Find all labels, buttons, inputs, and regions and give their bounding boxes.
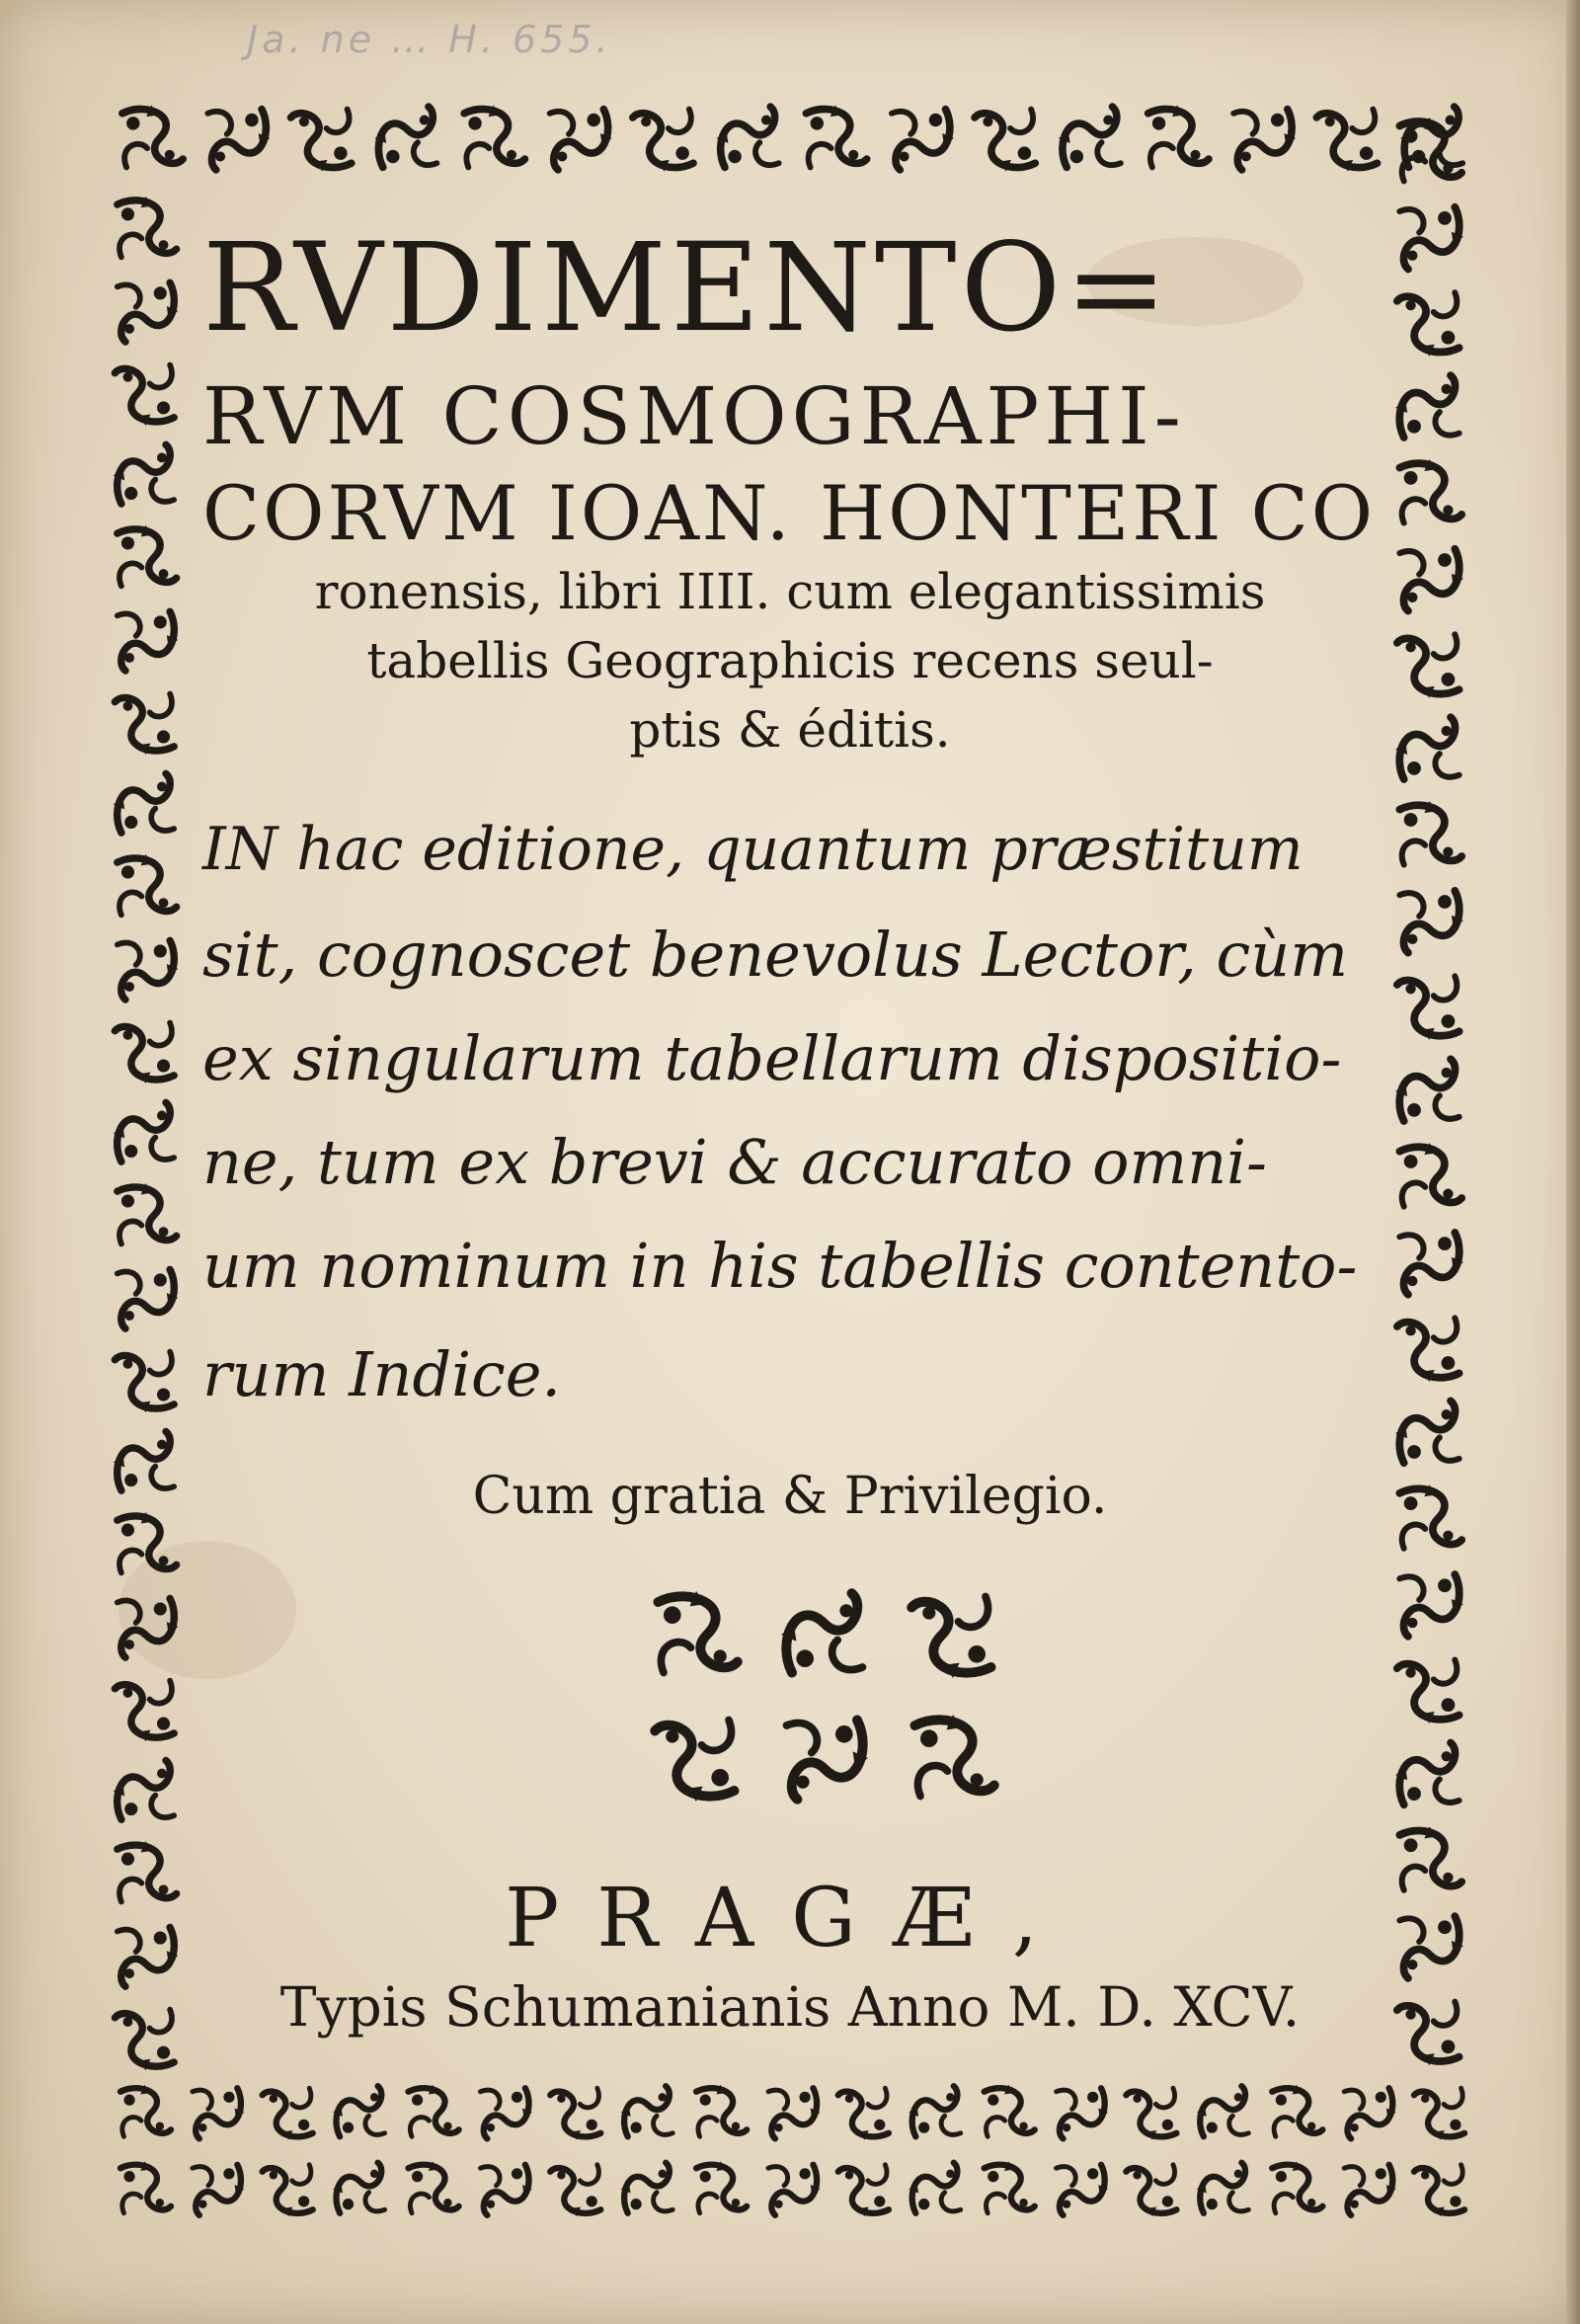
title-line-2: RVM COSMOGRAPHI- — [202, 370, 1186, 462]
ornament-border-bottom — [109, 2074, 1476, 2227]
title-line-3: CORVM IOAN. HONTERI CO — [202, 469, 1377, 557]
imprint-printer-year: Typis Schumanianis Anno M. D. XCV. — [279, 1975, 1301, 2039]
handwritten-shelfmark: Ja. ne … H. 655. — [247, 18, 612, 61]
printer-ornament-icon — [632, 1575, 1017, 1812]
privilege-line: Cum gratia & Privilegio. — [472, 1467, 1108, 1526]
ornament-border-right — [1373, 109, 1486, 2074]
book-edge — [1566, 0, 1580, 2324]
imprint-place: PRAGÆ, — [505, 1872, 1075, 1965]
subtitle-line-2: tabellis Geographicis recens seul- — [366, 632, 1214, 689]
description-line-4: ne, tum ex brevi & accurato omni- — [202, 1126, 1267, 1198]
subtitle-line-1: ronensis, libri IIII. cum elegantissimis — [314, 563, 1266, 620]
description-line-5: um nominum in his tabellis contento- — [202, 1230, 1358, 1302]
ornament-border-left — [94, 188, 198, 2079]
description-line-3: ex singularum tabellarum dispositio- — [202, 1022, 1342, 1094]
description-line-2: sit, cognoscet benevolus Lector, cùm — [202, 919, 1348, 991]
title-line-1: RVDIMENTO= — [202, 217, 1172, 360]
ornament-border-top — [109, 84, 1476, 193]
description-line-6: rum Indice. — [202, 1338, 562, 1410]
description-line-1: IN hac editione, quantum præstitum — [202, 815, 1304, 884]
subtitle-line-3: ptis & éditis. — [629, 701, 951, 759]
title-content — [202, 193, 1378, 2069]
